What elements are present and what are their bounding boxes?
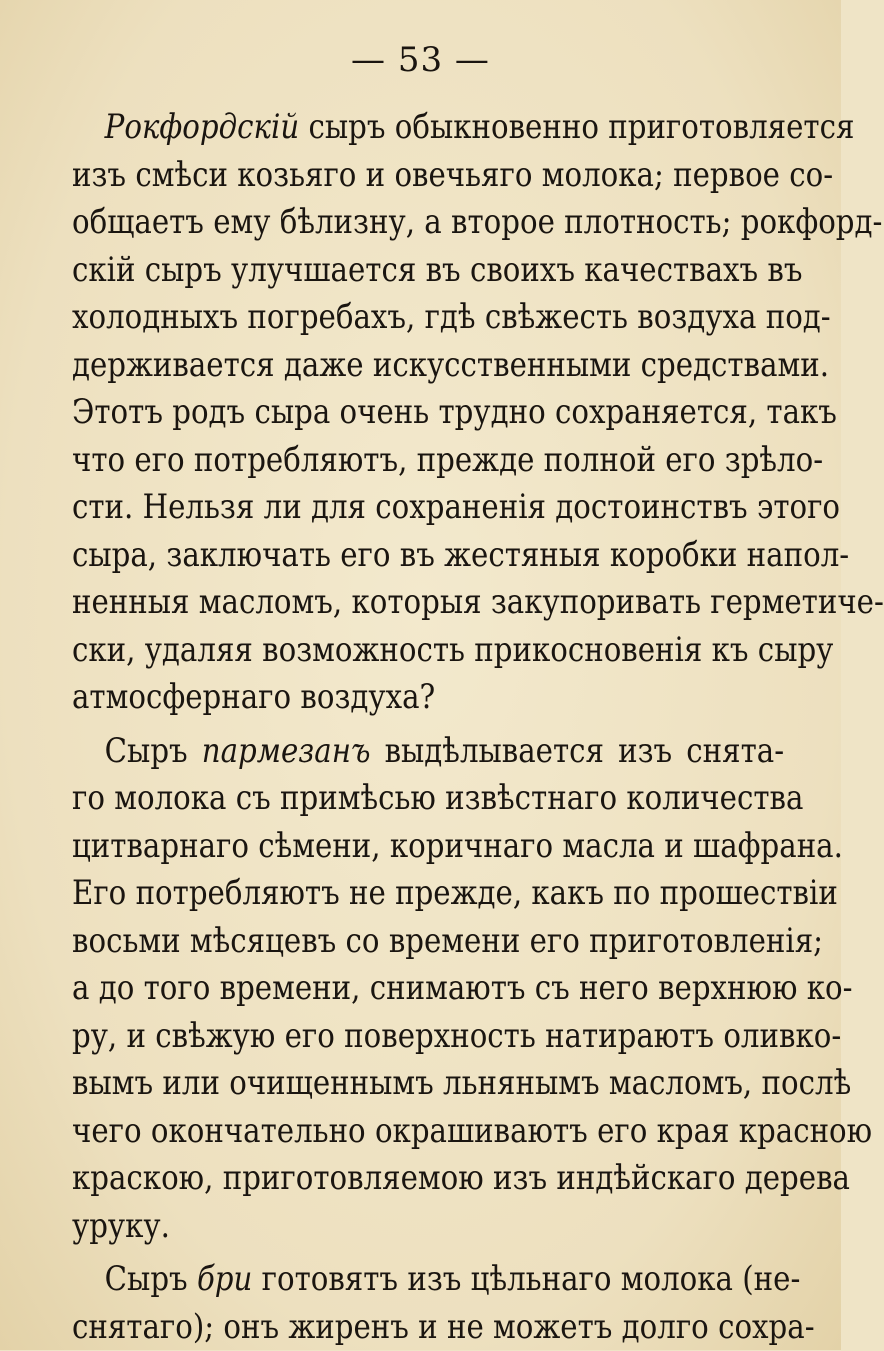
- emphasized-term: Рокфордскій: [105, 107, 300, 147]
- text-line: общаетъ ему бѣлизну, а второе плотность; рокфорд-: [72, 199, 784, 247]
- text-line: восьми мѣсяцевъ со времени его приготовленія;: [72, 918, 784, 966]
- text-line: Рокфордскій сыръ обыкновенно приготовляется: [72, 104, 784, 152]
- page-number: — 53 —: [0, 40, 841, 80]
- emphasized-term: бри: [197, 1259, 252, 1299]
- text-line: вымъ или очищеннымъ льнянымъ масломъ, послѣ: [72, 1060, 784, 1108]
- text-line: а до того времени, снимаютъ съ него верхнюю ко-: [72, 965, 784, 1013]
- text-line: чего окончательно окрашиваютъ его края красною: [72, 1108, 784, 1156]
- text-line: холодныхъ погребахъ, гдѣ свѣжесть воздуха под-: [72, 294, 784, 342]
- text-line: держивается даже искусственными средствами.: [72, 342, 784, 390]
- text-line: го молока съ примѣсью извѣстнаго количества: [72, 775, 784, 823]
- body-text: [72, 104, 684, 1351]
- text-line: снятаго); онъ жиренъ и не можетъ долго сохра-: [72, 1304, 784, 1351]
- text-line: сыра, заключать его въ жестяныя коробки напол-: [72, 532, 784, 580]
- text-line: ненныя масломъ, которыя закупоривать герметиче-: [72, 579, 784, 627]
- text-line: атмосфернаго воздуха?: [72, 674, 784, 722]
- text-line: Этотъ родъ сыра очень трудно сохраняется, такъ: [72, 389, 784, 437]
- text-line: Сыръ бри готовятъ изъ цѣльнаго молока (не-: [72, 1256, 784, 1304]
- text-line: Его потребляютъ не прежде, какъ по прошествіи: [72, 870, 784, 918]
- text-line: краскою, приготовляемою изъ индѣйскаго дерева: [72, 1155, 784, 1203]
- text-line: ру, и свѣжую его поверхность натираютъ оливко-: [72, 1013, 784, 1061]
- text-line: ски, удаляя возможность прикосновенія къ сыру: [72, 627, 784, 675]
- text-line: уруку.: [72, 1203, 784, 1251]
- text-line: что его потребляютъ, прежде полной его зрѣло-: [72, 437, 784, 485]
- text-line: изъ смѣси козьяго и овечьяго молока; первое со-: [72, 152, 784, 200]
- emphasized-term: пармезанъ: [202, 731, 371, 771]
- text-line: скій сыръ улучшается въ своихъ качествахъ въ: [72, 247, 784, 295]
- text-line: Сыръ пармезанъ выдѣлывается изъ снята-: [72, 728, 784, 776]
- text-line: сти. Нельзя ли для сохраненія достоинствъ этого: [72, 484, 784, 532]
- text-line: цитварнаго сѣмени, коричнаго масла и шафрана.: [72, 823, 784, 871]
